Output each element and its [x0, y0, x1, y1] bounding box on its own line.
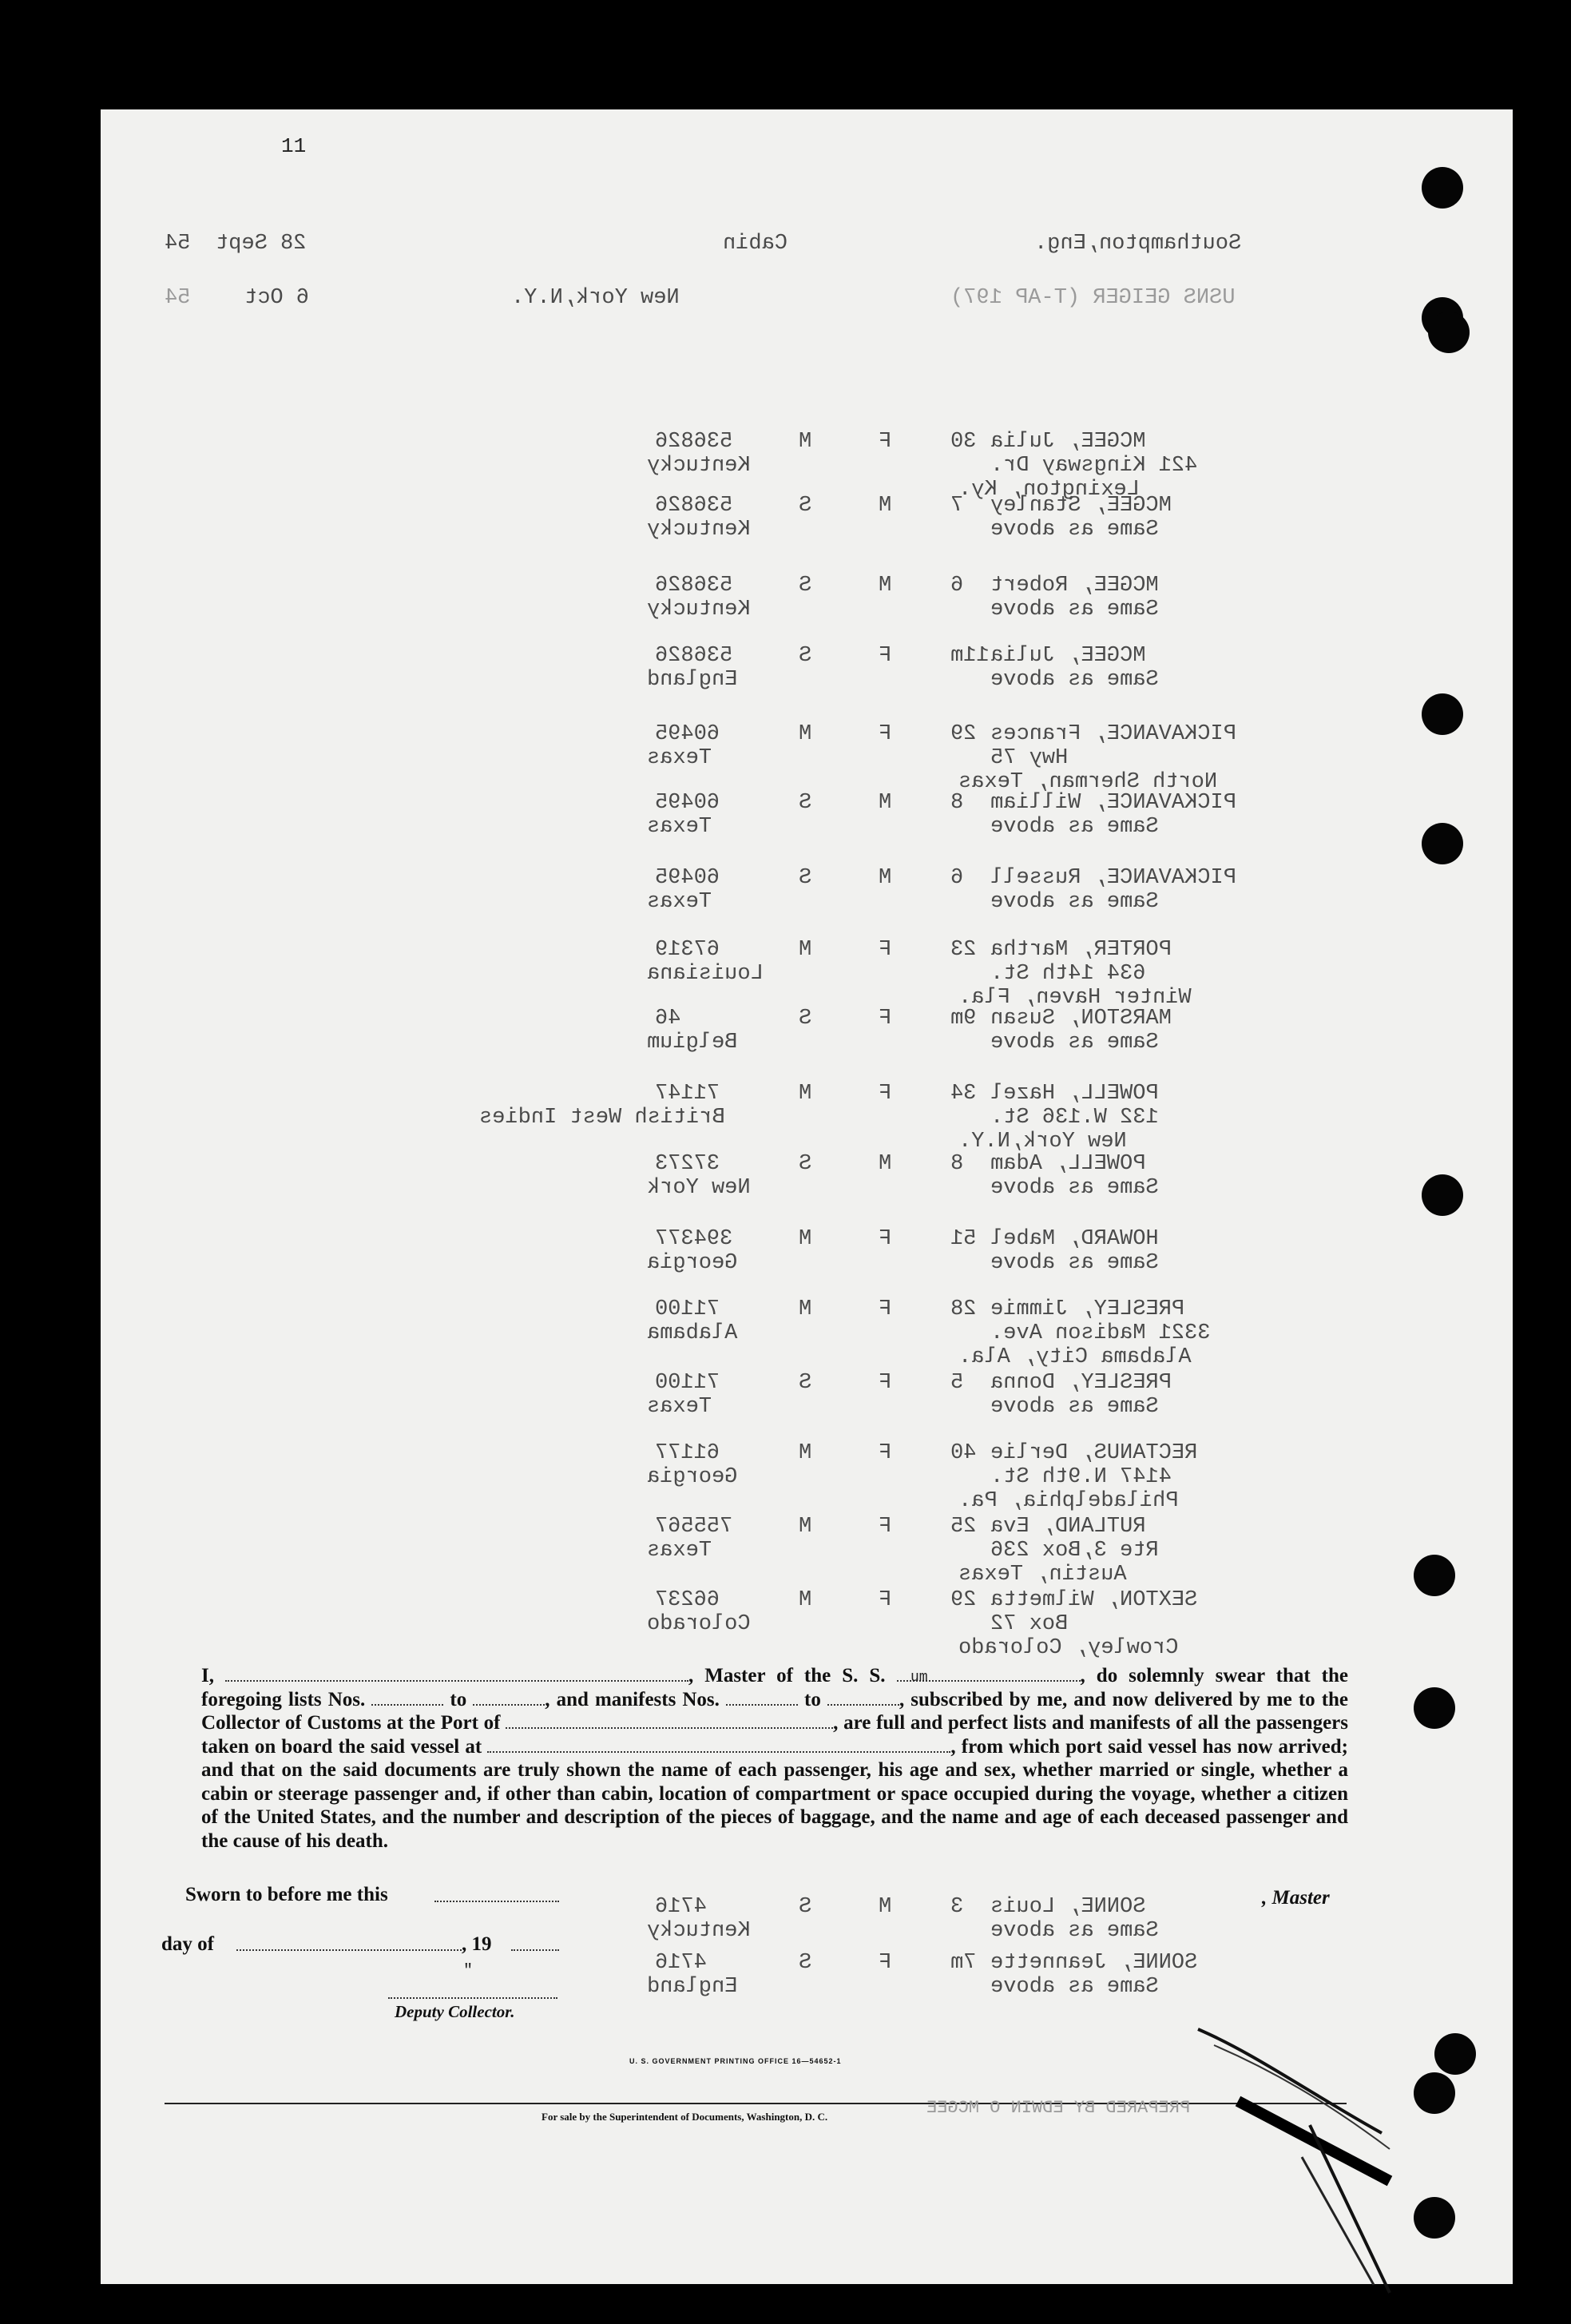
passenger-address: Hwy 75	[990, 746, 1069, 770]
passenger-status: M	[799, 1297, 812, 1321]
passenger-address: Crowley, Colorado	[958, 1636, 1179, 1660]
passenger-name: RECTANUS, Derlie	[990, 1441, 1198, 1465]
passenger-number: 61177	[655, 1441, 720, 1465]
binder-hole	[1434, 2033, 1476, 2075]
oath-text: , do solemnly swear that the foregoing lists Nos.	[201, 1665, 1349, 1710]
passenger-age: 8	[950, 791, 964, 815]
passenger-address: Same as above	[990, 890, 1159, 914]
passenger-address: Same as above	[990, 518, 1159, 542]
passenger-age: 29	[950, 722, 977, 746]
stray-mark: um	[910, 1670, 928, 1686]
passenger-sex: F	[879, 722, 892, 746]
sworn-day-blank	[434, 1899, 559, 1902]
list-to-blank	[473, 1688, 545, 1706]
passenger-sex: F	[879, 938, 892, 962]
passenger-sex: F	[879, 1082, 892, 1106]
passenger-status: S	[799, 644, 812, 668]
passenger-number: 755567	[655, 1515, 733, 1539]
passenger-name: HOWARD, Mabel	[990, 1227, 1159, 1251]
day-of-label: day of	[161, 1933, 214, 1955]
passenger-sex: F	[879, 1951, 892, 1975]
passenger-address: 634 14th St.	[990, 962, 1146, 986]
passenger-number: 46	[655, 1007, 681, 1031]
passenger-number: 4716	[655, 1895, 707, 1919]
passenger-status: S	[799, 866, 812, 890]
passenger-sex: F	[879, 430, 892, 454]
passenger-name: PRESLEY, Donna	[990, 1371, 1172, 1395]
vessel-port-blank	[487, 1735, 950, 1753]
passenger-state: Texas	[647, 1395, 712, 1419]
passenger-age: 5	[950, 1371, 964, 1395]
binder-hole	[1422, 693, 1463, 735]
passenger-address: 4147 N.9th St.	[990, 1465, 1172, 1489]
class-text: Cabin	[723, 232, 788, 256]
passenger-state: Kentucky	[647, 598, 751, 622]
passenger-number: 394377	[655, 1227, 733, 1251]
passenger-age: 25	[950, 1515, 977, 1539]
oath-text: , are full and perfect lists and manifests of all the passengers taken on board the said vessel at	[201, 1712, 1349, 1758]
passenger-name: PICKAVANCE, Frances	[990, 722, 1236, 746]
oath-text: to	[450, 1688, 467, 1710]
passenger-name: PRESLEY, Jimmie	[990, 1297, 1185, 1321]
passenger-sex: M	[879, 791, 892, 815]
passenger-age: 40	[950, 1441, 977, 1465]
passenger-state: Colorado	[647, 1612, 751, 1636]
passenger-status: M	[799, 1515, 812, 1539]
passenger-sex: F	[879, 1371, 892, 1395]
passenger-state: Georgia	[647, 1251, 738, 1275]
passenger-state: Louisiana	[647, 962, 764, 986]
passenger-age: 23	[950, 938, 977, 962]
ship-name: USNS GEIGER (T-AP 197)	[950, 286, 1236, 310]
binder-hole	[1422, 823, 1463, 864]
passenger-state: British West Indies	[479, 1106, 725, 1130]
passenger-address: Same as above	[990, 598, 1159, 622]
passenger-sex: F	[879, 1515, 892, 1539]
passenger-state: Texas	[647, 746, 712, 770]
passenger-sex: M	[879, 1895, 892, 1919]
passenger-state: Kentucky	[647, 518, 751, 542]
passenger-address: Same as above	[990, 1395, 1159, 1419]
binder-hole	[1414, 1687, 1455, 1729]
passenger-sex: F	[879, 644, 892, 668]
passenger-number: 536826	[655, 644, 733, 668]
passenger-number: 536826	[655, 574, 733, 598]
passenger-state: Kentucky	[647, 454, 751, 478]
oath-text: , Master of the S. S.	[688, 1665, 886, 1686]
passenger-status: S	[799, 1007, 812, 1031]
passenger-age: 6	[950, 866, 964, 890]
passenger-number: 60495	[655, 866, 720, 890]
passenger-age: 30	[950, 430, 977, 454]
passenger-state: New York	[647, 1176, 751, 1200]
passenger-name: MCGEE, Julia	[990, 644, 1146, 668]
passenger-name: SEXTON, Wilmetta	[990, 1588, 1198, 1612]
passenger-address: North Sherman, Texas	[958, 770, 1218, 794]
passenger-address: Rte 3,Box 236	[990, 1539, 1159, 1563]
list-from-blank	[371, 1688, 443, 1706]
passenger-address: Same as above	[990, 1031, 1159, 1055]
passenger-number: 536826	[655, 430, 733, 454]
passenger-number: 536826	[655, 494, 733, 518]
stray-mark: "	[463, 1962, 474, 1980]
manifest-to-blank	[827, 1688, 899, 1706]
passenger-state: Texas	[647, 890, 712, 914]
passenger-status: S	[799, 1895, 812, 1919]
deputy-signature-line	[388, 1996, 557, 1999]
passenger-number: 67319	[655, 938, 720, 962]
passenger-state: Alabama	[647, 1321, 738, 1345]
passenger-status: S	[799, 1951, 812, 1975]
passenger-sex: M	[879, 866, 892, 890]
passenger-age: 6	[950, 574, 964, 598]
oath-text: , and manifests Nos.	[545, 1688, 720, 1710]
passenger-age: 28	[950, 1297, 977, 1321]
passenger-status: S	[799, 1371, 812, 1395]
arrival-year: 54	[165, 286, 191, 310]
oath-text: , from which port said vessel has now arrived; and that on the said documents are truly shown the name of each passenger, his age and sex, whether married or single, whether a cabin or steerage passenger and, if other than cabin, location of compartment or space occupied during the voyage, whether a citizen of the United States, and the number and description of the pieces of baggage, and the name and age of each deceased passenger and the cause of his death.	[201, 1735, 1348, 1852]
passenger-status: M	[799, 938, 812, 962]
master-label: , Master	[1262, 1887, 1330, 1909]
passenger-status: M	[799, 722, 812, 746]
passenger-address: 3321 Madison Ave.	[990, 1321, 1211, 1345]
passenger-name: RUTLAND, Eva	[990, 1515, 1146, 1539]
binder-hole	[1422, 1174, 1463, 1216]
page-number: 11	[281, 134, 307, 158]
passenger-address: Same as above	[990, 668, 1159, 692]
passenger-status: M	[799, 1441, 812, 1465]
master-name-blank	[225, 1664, 688, 1682]
passenger-number: 71100	[655, 1371, 720, 1395]
oath-text: I,	[201, 1665, 214, 1686]
passenger-sex: M	[879, 574, 892, 598]
port-blank	[506, 1711, 833, 1729]
passenger-address: Box 72	[990, 1612, 1069, 1636]
passenger-number: 71147	[655, 1082, 720, 1106]
passenger-address: Winter Haven, Fla.	[958, 986, 1192, 1010]
passenger-number: 60495	[655, 791, 720, 815]
passenger-sex: F	[879, 1441, 892, 1465]
passenger-state: Belgium	[647, 1031, 738, 1055]
passenger-age: 34	[950, 1082, 977, 1106]
passenger-address: Lexington, Ky.	[958, 478, 1140, 502]
sworn-label: Sworn to before me this	[185, 1884, 388, 1905]
passenger-name: POWELL, Hazel	[990, 1082, 1159, 1106]
passenger-age: 29	[950, 1588, 977, 1612]
arrival-port: New York,N.Y.	[511, 286, 680, 310]
passenger-name: MCGEE, Stanley	[990, 494, 1172, 518]
passenger-sex: M	[879, 494, 892, 518]
passenger-status: M	[799, 430, 812, 454]
passenger-state: Kentucky	[647, 1919, 751, 1943]
passenger-age: 9m	[950, 1007, 977, 1031]
passenger-name: SONNE, Jeannette	[990, 1951, 1198, 1975]
passenger-sex: F	[879, 1007, 892, 1031]
month-blank	[236, 1948, 462, 1951]
passenger-number: 71100	[655, 1297, 720, 1321]
passenger-status: S	[799, 574, 812, 598]
passenger-address: Same as above	[990, 1919, 1159, 1943]
passenger-name: PICKAVANCE, Russell	[990, 866, 1236, 890]
oath-text: , subscribed by me, and now delivered by me to the Collector of Customs at the Port of	[201, 1688, 1349, 1734]
passenger-name: MCGEE, Robert	[990, 574, 1159, 598]
passenger-status: M	[799, 1082, 812, 1106]
deputy-collector-label: Deputy Collector.	[395, 2002, 515, 2021]
passenger-sex: F	[879, 1588, 892, 1612]
passenger-address: Same as above	[990, 1251, 1159, 1275]
passenger-address: Same as above	[990, 1975, 1159, 1999]
passenger-number: 60495	[655, 722, 720, 746]
passenger-name: MCGEE, Julia	[990, 430, 1146, 454]
passenger-number: 66237	[655, 1588, 720, 1612]
passenger-address: New York,N.Y.	[958, 1130, 1127, 1154]
passenger-status: M	[799, 1588, 812, 1612]
passenger-address: Same as above	[990, 1176, 1159, 1200]
passenger-address: Austin, Texas	[958, 1563, 1127, 1587]
passenger-age: 3	[950, 1895, 964, 1919]
pencil-scribble	[1190, 1997, 1430, 2301]
passenger-name: MARSTON, Susan	[990, 1007, 1172, 1031]
passenger-name: PICKAVANCE, William	[990, 791, 1236, 815]
passenger-state: England	[647, 1975, 738, 1999]
passenger-state: Georgia	[647, 1465, 738, 1489]
passenger-address: Philadelphia, Pa.	[958, 1489, 1179, 1513]
binder-hole	[1422, 167, 1463, 209]
passenger-status: S	[799, 1152, 812, 1176]
passenger-name: PORTER, Martha	[990, 938, 1172, 962]
passenger-name: SONNE, Louis	[990, 1895, 1146, 1919]
passenger-state: Texas	[647, 1539, 712, 1563]
departure-date: 28 Sept	[216, 232, 307, 256]
binder-hole	[1428, 312, 1470, 353]
prepared-by: PREPARED BY EDWIN O MCGEE	[926, 2098, 1191, 2118]
passenger-state: Texas	[647, 815, 712, 839]
passenger-sex: F	[879, 1227, 892, 1251]
passenger-age: 7m	[950, 1951, 977, 1975]
binder-hole	[1414, 1555, 1455, 1596]
sale-line: For sale by the Superintendent of Documents, Washington, D. C.	[542, 2111, 828, 2123]
passenger-address: Same as above	[990, 815, 1159, 839]
departure-year: 54	[165, 232, 191, 256]
passenger-sex: M	[879, 1152, 892, 1176]
passenger-address: Alabama City, Ala.	[958, 1345, 1192, 1369]
passenger-address: 421 Kingsway Dr.	[990, 454, 1198, 478]
passenger-age: 8	[950, 1152, 964, 1176]
year-blank	[511, 1948, 559, 1951]
passenger-name: POWELL, Adam	[990, 1152, 1146, 1176]
passenger-status: M	[799, 1227, 812, 1251]
passenger-number: 37273	[655, 1152, 720, 1176]
arrival-date: 6 Oct	[244, 286, 310, 310]
passenger-status: S	[799, 494, 812, 518]
passenger-sex: F	[879, 1297, 892, 1321]
passenger-status: S	[799, 791, 812, 815]
manifest-from-blank	[726, 1688, 798, 1706]
passenger-age: 7	[950, 494, 964, 518]
passenger-state: England	[647, 668, 738, 692]
passenger-address: 132 W.136 St.	[990, 1106, 1159, 1130]
departure-port: Southampton,Eng.	[1034, 232, 1242, 256]
passenger-age: 51	[950, 1227, 977, 1251]
oath-paragraph	[201, 1664, 1348, 1853]
passenger-age: 11m	[950, 644, 990, 668]
oath-text: to	[804, 1688, 821, 1710]
year-prefix: , 19	[462, 1933, 492, 1955]
passenger-number: 4716	[655, 1951, 707, 1975]
gpo-line: U. S. GOVERNMENT PRINTING OFFICE 16—54652-1	[629, 2057, 842, 2065]
